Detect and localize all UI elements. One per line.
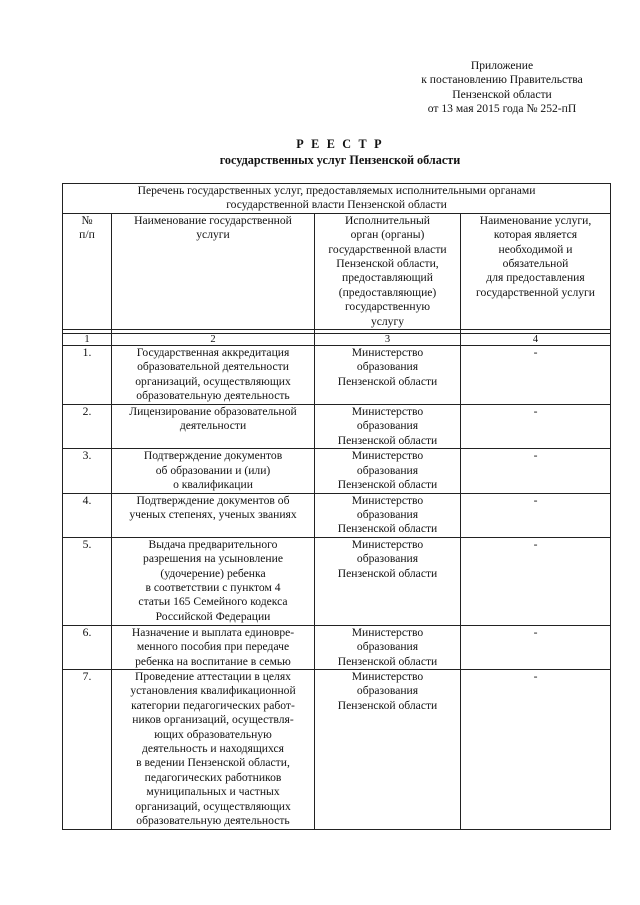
authority-line: Пензенской области xyxy=(337,566,438,580)
service-line: ребенка на воспитание в семью xyxy=(135,654,291,668)
row-authority xyxy=(315,449,461,493)
header-line: государственной услуги xyxy=(475,285,595,299)
authority-line: Министерство xyxy=(351,493,424,507)
authority-line: образования xyxy=(356,360,419,374)
column-number: 3 xyxy=(315,334,461,346)
appendix-line: Приложение xyxy=(470,59,534,72)
service-line: Выдача предварительного xyxy=(148,537,278,551)
table-caption-row xyxy=(63,184,611,214)
header-line: которая является xyxy=(493,228,578,242)
appendix-line: к постановлению Правительства xyxy=(421,73,583,87)
row-number: 7. xyxy=(63,669,112,829)
authority-line: Пензенской области xyxy=(337,433,438,447)
header-line: Наименование государственной xyxy=(134,213,292,227)
header-service-name xyxy=(112,213,315,329)
column-number: 4 xyxy=(461,334,611,346)
column-number: 1 xyxy=(63,334,112,346)
service-line: образовательную деятельность xyxy=(136,389,290,403)
header-line: п/п xyxy=(79,228,95,242)
header-number xyxy=(63,213,112,329)
authority-line: образования xyxy=(356,684,419,698)
header-line: для предоставления xyxy=(486,271,585,285)
authority-line: Министерство xyxy=(351,669,424,683)
row-service xyxy=(112,537,315,625)
header-line: обязательной xyxy=(502,257,569,271)
row-service xyxy=(112,346,315,405)
authority-line: Министерство xyxy=(351,405,424,419)
header-line: Пензенской области, xyxy=(336,257,439,271)
authority-line: образования xyxy=(356,552,419,566)
row-required: - xyxy=(461,669,611,829)
header-line: предоставляющий xyxy=(342,271,433,285)
registry-table xyxy=(62,183,611,830)
row-required: - xyxy=(461,405,611,449)
authority-line: Министерство xyxy=(351,449,424,463)
service-line: (удочерение) ребенка xyxy=(160,566,266,580)
row-service xyxy=(112,449,315,493)
column-number-row xyxy=(63,334,611,346)
authority-line: образования xyxy=(356,419,419,433)
authority-line: образования xyxy=(356,507,419,521)
authority-line: образования xyxy=(356,463,419,477)
authority-line: Пензенской области xyxy=(337,374,438,388)
caption-line: государственной власти Пензенской области xyxy=(226,198,447,212)
row-authority xyxy=(315,537,461,625)
authority-line: Министерство xyxy=(351,346,424,360)
header-line: (предоставляющие) xyxy=(338,285,437,299)
service-line: образовательной деятельности xyxy=(137,360,289,374)
table-row xyxy=(63,493,611,537)
row-service xyxy=(112,625,315,669)
row-authority xyxy=(315,669,461,829)
service-line: установления квалификационной xyxy=(130,684,296,698)
service-line: ющих образовательную xyxy=(154,727,272,741)
row-authority xyxy=(315,493,461,537)
service-line: муниципальных и частных xyxy=(146,785,280,799)
row-number: 5. xyxy=(63,537,112,625)
title-main: Р Е Е С Т Р xyxy=(296,137,384,151)
header-line: необходимой и xyxy=(498,242,573,256)
table-row xyxy=(63,669,611,829)
service-line: Подтверждение документов об xyxy=(136,493,290,507)
header-authority xyxy=(315,213,461,329)
service-line: ученых степенях, ученых званиях xyxy=(129,507,297,521)
service-line: Проведение аттестации в целях xyxy=(135,669,291,683)
row-number: 6. xyxy=(63,625,112,669)
table-header-row xyxy=(63,213,611,329)
authority-line: Пензенской области xyxy=(337,654,438,668)
appendix-line: от 13 мая 2015 года № 252-пП xyxy=(427,102,577,116)
table-row xyxy=(63,405,611,449)
service-line: образовательную деятельность xyxy=(136,814,290,827)
table-caption xyxy=(63,184,611,214)
authority-line: Пензенской области xyxy=(337,478,438,492)
header-line: государственную xyxy=(344,300,431,314)
service-line: Лицензирование образовательной xyxy=(129,405,297,419)
service-line: педагогических работников xyxy=(144,770,282,784)
service-line: Государственная аккредитация xyxy=(136,346,290,360)
header-line: услуги xyxy=(196,228,230,242)
row-authority xyxy=(315,346,461,405)
table-row xyxy=(63,537,611,625)
row-number: 1. xyxy=(63,346,112,405)
header-line: Исполнительный xyxy=(344,213,431,227)
row-number: 4. xyxy=(63,493,112,537)
row-service xyxy=(112,405,315,449)
row-number: 3. xyxy=(63,449,112,493)
authority-line: Пензенской области xyxy=(337,522,438,536)
row-required: - xyxy=(461,493,611,537)
authority-line: Министерство xyxy=(351,537,424,551)
service-line: категории педагогических работ- xyxy=(131,698,295,712)
service-line: о квалификации xyxy=(173,478,253,492)
service-line: организаций, осуществляющих xyxy=(135,799,291,813)
service-line: Российской Федерации xyxy=(155,609,271,623)
service-line: Назначение и выплата единовре- xyxy=(131,625,295,639)
authority-line: образования xyxy=(356,640,419,654)
service-line: статьи 165 Семейного кодекса xyxy=(138,595,288,609)
service-line: деятельность и находящихся xyxy=(142,741,284,755)
service-line: ников организаций, осуществля- xyxy=(132,713,294,727)
service-line: организаций, осуществляющих xyxy=(135,374,291,388)
appendix-line: Пензенской области xyxy=(452,87,552,101)
row-service xyxy=(112,493,315,537)
row-service xyxy=(112,669,315,829)
service-line: в ведении Пензенской области, xyxy=(136,756,290,770)
row-required: - xyxy=(461,346,611,405)
authority-line: Пензенской области xyxy=(337,698,438,712)
table-row xyxy=(63,449,611,493)
service-line: Подтверждение документов xyxy=(143,449,283,463)
document-title xyxy=(160,137,520,168)
header-required-service xyxy=(461,213,611,329)
header-line: № xyxy=(81,213,93,227)
row-required: - xyxy=(461,537,611,625)
appendix-block xyxy=(392,59,612,117)
table-row xyxy=(63,625,611,669)
header-line: государственной власти xyxy=(328,242,447,256)
title-subtitle: государственных услуг Пензенской области xyxy=(219,152,461,167)
row-required: - xyxy=(461,625,611,669)
header-line: орган (органы) xyxy=(350,228,425,242)
row-authority xyxy=(315,625,461,669)
service-line: в соответствии с пунктом 4 xyxy=(145,580,281,594)
header-line: Наименование услуги, xyxy=(479,213,592,227)
service-line: деятельности xyxy=(179,419,247,433)
row-authority xyxy=(315,405,461,449)
table-row xyxy=(63,346,611,405)
header-line: услугу xyxy=(370,314,405,328)
service-line: об образовании и (или) xyxy=(155,463,271,477)
service-line: менного пособия при передаче xyxy=(136,640,290,654)
row-number: 2. xyxy=(63,405,112,449)
authority-line: Министерство xyxy=(351,625,424,639)
caption-line: Перечень государственных услуг, предоставляемых исполнительными органами xyxy=(137,184,536,197)
column-number: 2 xyxy=(112,334,315,346)
row-required: - xyxy=(461,449,611,493)
service-line: разрешения на усыновление xyxy=(143,552,283,566)
